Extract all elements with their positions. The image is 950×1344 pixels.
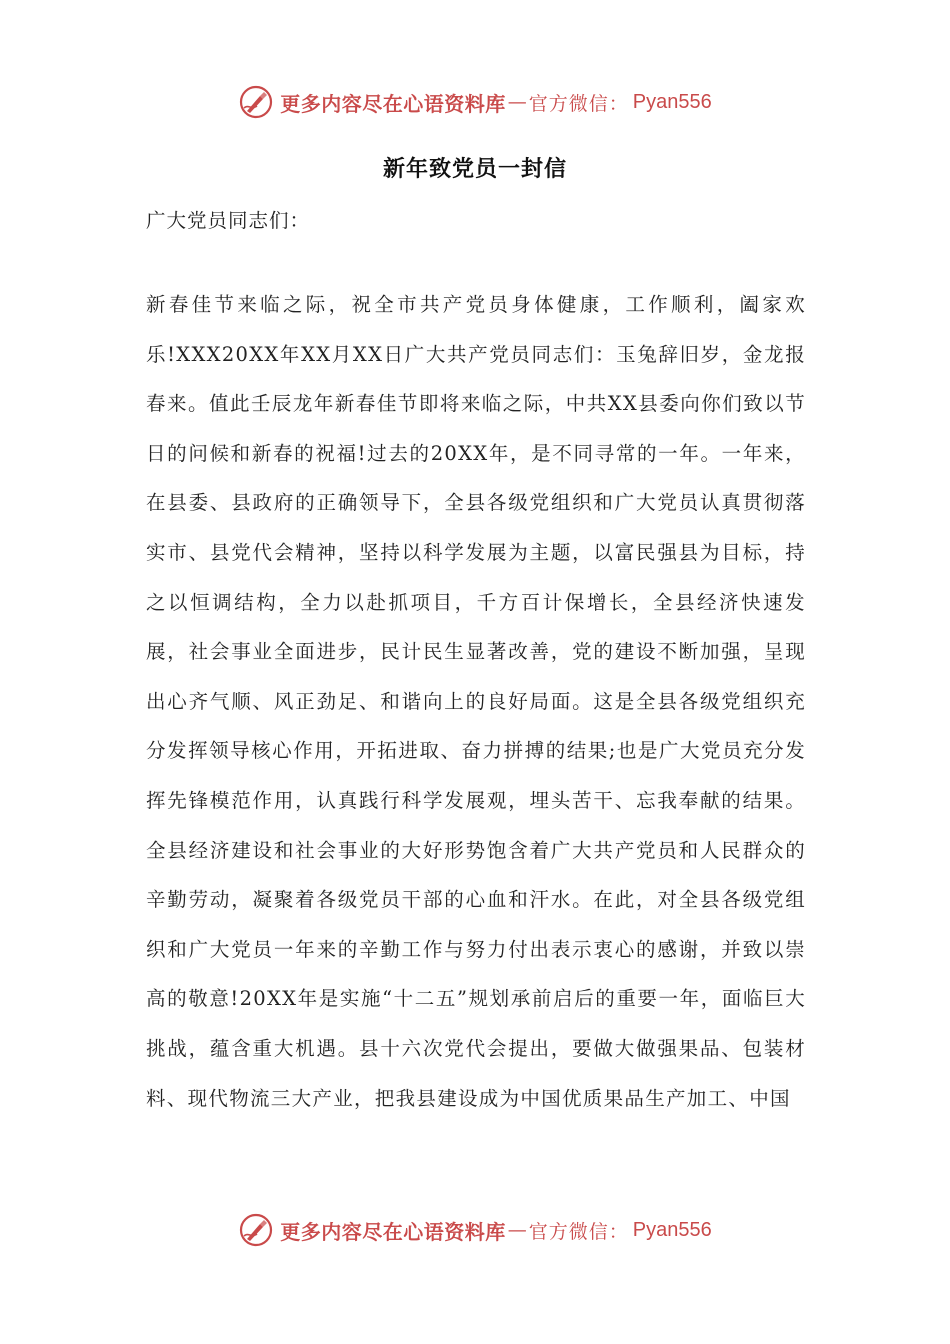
footer-banner: [0, 1210, 950, 1250]
pen-logo-icon: [238, 1212, 274, 1248]
body-paragraph: 新春佳节来临之际，祝全市共产党员身体健康，工作顺利，阖家欢乐!XXX20XX年XX月XX日广大共产党员同志们：玉兔辞旧岁，金龙报春来。值此壬辰龙年新春佳节即将来临之际，中共XX县委向你们致以节日的问候和新春的祝福!过去的20XX年，是不同寻常的一年。一年来，在县委、县政府的正确领导下，全县各级党组织和广大党员认真贯彻落实市、县党代会精神，坚持以科学发展为主题，以富民强县为目标，持之以恒调结构，全力以赴抓项目，千方百计保增长，全县经济快速发展，社会事业全面进步，民计民生显著改善，党的建设不断加强，呈现出心齐气顺、风正劲足、和谐向上的良好局面。这是全县各级党组织充分发挥领导核心作用，开拓进取、奋力拼搏的结果;也是广大党员充分发挥先锋模范作用，认真践行科学发展观，埋头苦干、忘我奉献的结果。全县经济建设和社会事业的大好形势饱含着广大共产党员和人民群众的辛勤劳动，凝聚着各级党员干部的心血和汗水。在此，对全县各级党组织和广大党员一年来的辛勤工作与努力付出表示衷心的感谢，并致以崇高的敬意!20XX年是实施“十二五”规划承前启后的重要一年，面临巨大挑战，蕴含重大机遇。县十六次党代会提出，要做大做强果品、包装材料、现代物流三大产业，把我县建设成为中国优质果品生产加工、中国: [146, 293, 806, 1110]
banner-separator: —: [507, 1219, 527, 1241]
document-title: 新年致党员一封信: [382, 156, 567, 182]
pen-logo-icon: [238, 84, 274, 120]
banner-sub-text: 官方微信：: [528, 1220, 629, 1243]
banner-sub-text: 官方微信：: [528, 92, 629, 115]
banner-main-text: 更多内容尽在心语资料库: [280, 91, 506, 116]
header-banner: [0, 82, 950, 122]
banner-wechat-id: Pyan556: [632, 90, 712, 113]
banner-separator: —: [507, 91, 527, 113]
banner-main-text: 更多内容尽在心语资料库: [280, 1219, 506, 1244]
salutation: 广大党员同志们：: [146, 209, 311, 232]
banner-wechat-id: Pyan556: [632, 1218, 712, 1241]
